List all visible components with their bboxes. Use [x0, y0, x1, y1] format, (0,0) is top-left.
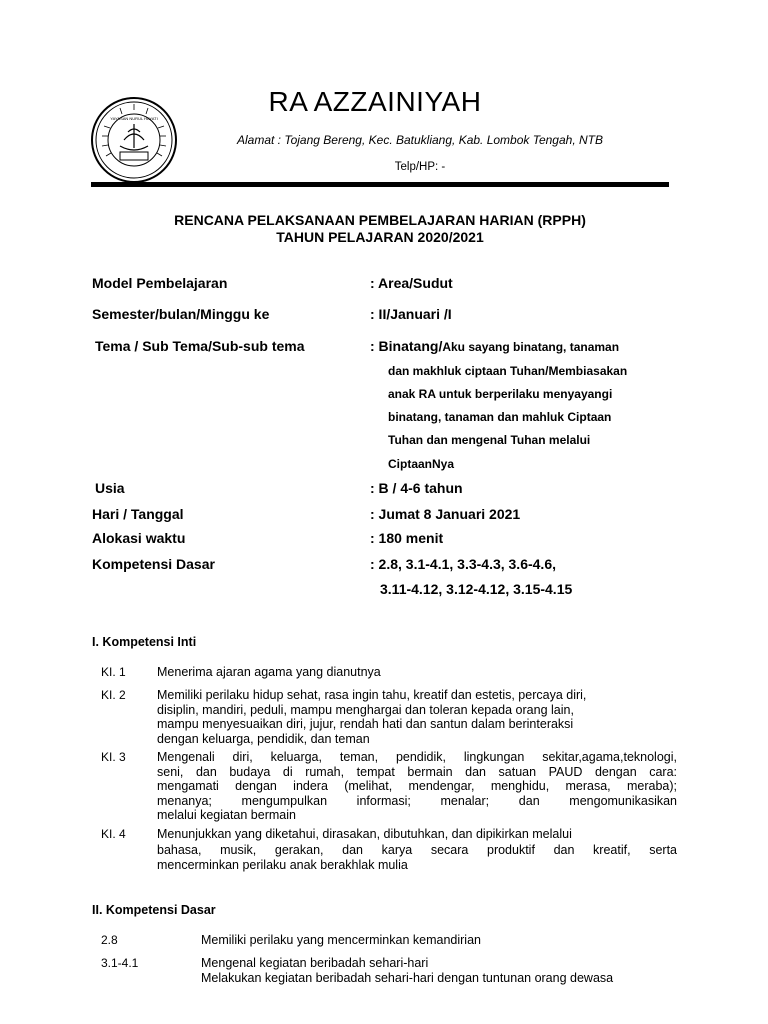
tema-line: Tuhan dan mengenal Tuhan melalui	[388, 433, 591, 447]
semester-value: : II/Januari /I	[370, 306, 452, 322]
model-label: Model Pembelajaran	[92, 275, 228, 291]
usia-label: Usia	[95, 480, 125, 496]
tema-value: : Binatang/Aku sayang binatang, tanaman	[370, 338, 620, 354]
hari-label: Hari / Tanggal	[92, 506, 184, 522]
school-phone: Telp/HP: -	[394, 161, 446, 173]
ki-text: Mengenali diri, keluarga, teman, pendidik, lingkungan sekitar,agama,teknologi, seni, dan budaya di rumah, tempat bermain dan satuan PAUD dengan cara: mengamati dengan indera (melihat, mendengar, menghidu, merasa, meraba); menanya; mengumpulkan informasi; menalar; dan mengomunikasikan melalui kegiatan bermain	[157, 750, 677, 822]
school-logo	[90, 96, 178, 184]
ki-text: Menunjukkan yang diketahui, dirasakan, dibutuhkan, dan dipikirkan melalui bahasa, musik, gerakan, dan karya secara produktif dan kreatif, serta mencerminkan perilaku anak berakhlak mulia	[157, 827, 677, 872]
ki-code: KI. 4	[101, 827, 126, 841]
school-address: Alamat : Tojang Bereng, Kec. Batukliang, Kab. Lombok Tengah, NTB	[237, 133, 603, 147]
ki-code: KI. 2	[101, 688, 126, 702]
kd-label: Kompetensi Dasar	[92, 556, 215, 572]
kd-code: 3.1-4.1	[101, 956, 139, 970]
hari-value: : Jumat 8 Januari 2021	[370, 506, 521, 522]
section-title-ki: I. Kompetensi Inti	[92, 635, 197, 649]
usia-value: : B / 4-6 tahun	[370, 480, 463, 496]
ki-text: Memiliki perilaku hidup sehat, rasa ingin tahu, kreatif dan estetis, percaya diri, disiplin, mandiri, peduli, mampu menghargai dan toleran kepada orang lain, mampu menyesuaikan diri, jujur, rendah hati dan santun dalam berinteraksi dengan keluarga, pendidik, dan teman	[157, 688, 587, 746]
kd-value: : 2.8, 3.1-4.1, 3.3-4.3, 3.6-4.6,	[370, 556, 556, 572]
tema-line: CiptaanNya	[388, 457, 455, 471]
ki-code: KI. 3	[101, 750, 126, 764]
model-value: : Area/Sudut	[370, 275, 453, 291]
kd-value-cont: 3.11-4.12, 3.12-4.12, 3.15-4.15	[380, 581, 573, 597]
svg-text:YAYASAN NURUL HAYATI: YAYASAN NURUL HAYATI	[110, 116, 158, 121]
school-name: RA AZZAINIYAH	[268, 86, 482, 117]
kd-code: 2.8	[101, 933, 118, 947]
kd-text: Memiliki perilaku yang mencerminkan kemandirian	[201, 933, 481, 947]
ki-text: Menerima ajaran agama yang dianutnya	[157, 665, 381, 679]
tema-label: Tema / Sub Tema/Sub-sub tema	[95, 338, 305, 354]
header-divider	[91, 182, 669, 187]
kd-text: Mengenal kegiatan beribadah sehari-hari Melakukan kegiatan beribadah sehari-hari dengan tuntunan orang dewasa	[201, 956, 614, 985]
alokasi-label: Alokasi waktu	[92, 530, 186, 546]
tema-line: anak RA untuk berperilaku menyayangi	[388, 387, 613, 401]
semester-label: Semester/bulan/Minggu ke	[92, 306, 270, 322]
alokasi-value: : 180 menit	[370, 530, 444, 546]
ki-code: KI. 1	[101, 665, 126, 679]
document-title: RENCANA PELAKSANAAN PEMBELAJARAN HARIAN (RPPH) TAHUN PELAJARAN 2020/2021	[174, 212, 586, 245]
tema-line: binatang, tanaman dan mahluk Ciptaan	[388, 410, 612, 424]
tema-line: dan makhluk ciptaan Tuhan/Membiasakan	[388, 364, 628, 378]
section-title-kd: II. Kompetensi Dasar	[92, 903, 216, 917]
